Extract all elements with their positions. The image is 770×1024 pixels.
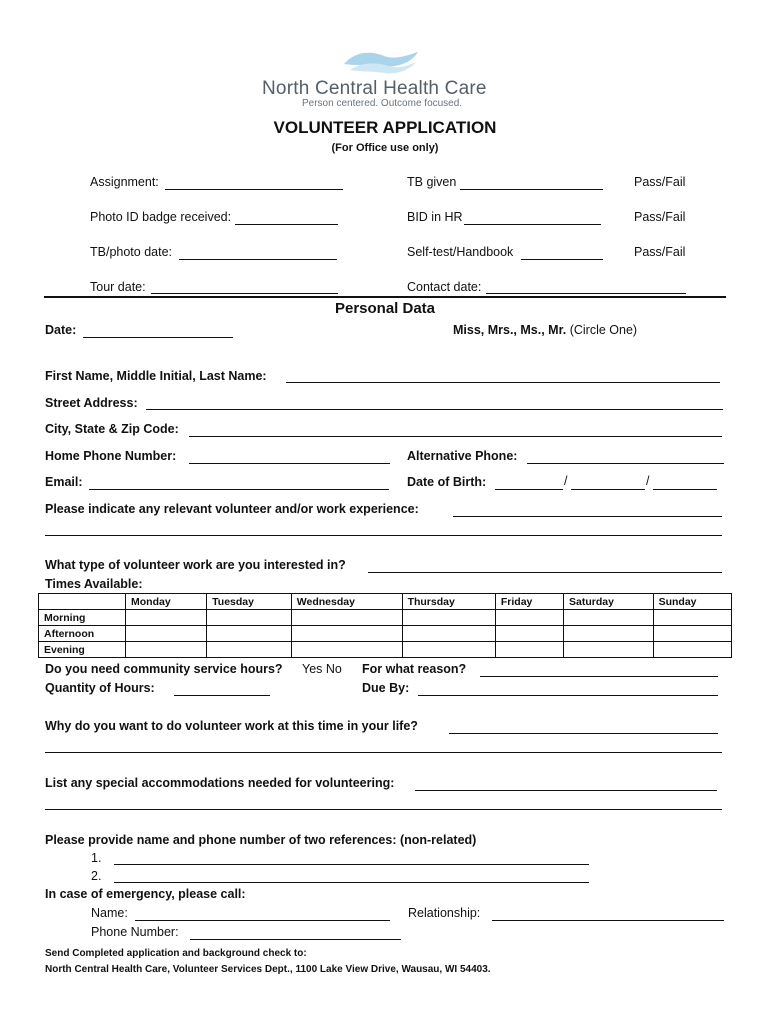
accommodations-label: List any special accommodations needed for volunteering:	[45, 776, 395, 790]
alt-phone-field[interactable]	[527, 463, 724, 464]
city-label: City, State & Zip Code:	[45, 422, 179, 436]
form-subtitle: (For Office use only)	[331, 142, 439, 154]
table-corner-cell	[39, 594, 126, 610]
dob-label: Date of Birth:	[407, 475, 487, 489]
availability-cell[interactable]	[291, 642, 402, 658]
bid-hr-field[interactable]	[464, 224, 601, 225]
community-service-label: Do you need community service hours?	[45, 662, 283, 676]
salutation-note: (Circle One)	[569, 323, 638, 337]
references-label: Please provide name and phone number of two references: (non-related)	[45, 833, 477, 847]
email-label: Email:	[45, 475, 83, 489]
city-field[interactable]	[189, 436, 722, 437]
table-row	[39, 626, 732, 642]
dob-year-field[interactable]	[653, 489, 717, 490]
day-header: Saturday	[563, 594, 653, 610]
footer-address: North Central Health Care, Volunteer Services Dept., 1100 Lake View Drive, Wausau, WI 54403.	[45, 964, 491, 975]
availability-cell[interactable]	[402, 610, 495, 626]
availability-cell[interactable]	[126, 642, 207, 658]
salutation-options: Miss, Mrs., Ms., Mr.	[453, 323, 567, 337]
availability-cell[interactable]	[495, 610, 563, 626]
why-label: Why do you want to do volunteer work at this time in your life?	[45, 719, 418, 733]
reason-label: For what reason?	[362, 662, 467, 676]
assignment-field[interactable]	[165, 189, 343, 190]
times-available-label: Times Available:	[45, 577, 143, 591]
bid-hr-label: BID in HR	[407, 210, 463, 224]
salutation[interactable]	[453, 323, 637, 337]
day-header: Friday	[495, 594, 563, 610]
street-label: Street Address:	[45, 396, 138, 410]
alt-phone-label: Alternative Phone:	[407, 449, 518, 463]
emergency-name-field[interactable]	[135, 920, 390, 921]
availability-table	[38, 593, 732, 658]
tb-photo-date-label: TB/photo date:	[90, 245, 173, 259]
experience-field-1[interactable]	[453, 516, 722, 517]
availability-cell[interactable]	[653, 610, 731, 626]
work-type-field[interactable]	[368, 572, 722, 573]
tb-given-field[interactable]	[460, 189, 603, 190]
emergency-phone-field[interactable]	[190, 939, 401, 940]
availability-cell[interactable]	[495, 642, 563, 658]
contact-date-label: Contact date:	[407, 280, 482, 294]
availability-cell[interactable]	[402, 642, 495, 658]
pass-fail-3[interactable]: Pass/Fail	[634, 245, 686, 259]
full-name-field[interactable]	[286, 382, 720, 383]
email-field[interactable]	[89, 489, 389, 490]
logo-tagline: Person centered. Outcome focused.	[302, 98, 463, 109]
tour-date-label: Tour date:	[90, 280, 146, 294]
contact-date-field[interactable]	[486, 293, 686, 294]
table-row	[39, 642, 732, 658]
tour-date-field[interactable]	[151, 293, 338, 294]
dob-separator-1: /	[564, 474, 568, 488]
availability-cell[interactable]	[563, 626, 653, 642]
emergency-phone-label: Phone Number:	[91, 925, 179, 939]
form-title: VOLUNTEER APPLICATION	[273, 118, 497, 137]
home-phone-label: Home Phone Number:	[45, 449, 177, 463]
availability-cell[interactable]	[653, 626, 731, 642]
emergency-label: In case of emergency, please call:	[45, 887, 246, 901]
day-header: Thursday	[402, 594, 495, 610]
assignment-label: Assignment:	[90, 175, 159, 189]
pass-fail-1[interactable]: Pass/Fail	[634, 175, 686, 189]
table-row	[39, 610, 732, 626]
availability-cell[interactable]	[207, 642, 292, 658]
relationship-label: Relationship:	[408, 906, 481, 920]
tb-given-label: TB given	[407, 175, 457, 189]
availability-cell[interactable]	[207, 610, 292, 626]
quantity-label: Quantity of Hours:	[45, 681, 155, 695]
photo-id-field[interactable]	[235, 224, 338, 225]
experience-field-2[interactable]	[45, 535, 722, 536]
day-header: Wednesday	[291, 594, 402, 610]
availability-cell[interactable]	[402, 626, 495, 642]
experience-label: Please indicate any relevant volunteer and/or work experience:	[45, 502, 419, 516]
due-by-label: Due By:	[362, 681, 410, 695]
street-field[interactable]	[146, 409, 723, 410]
why-field-2[interactable]	[45, 752, 722, 753]
availability-cell[interactable]	[291, 610, 402, 626]
home-phone-field[interactable]	[189, 463, 390, 464]
photo-id-label: Photo ID badge received:	[90, 210, 232, 224]
period-label: Evening	[39, 642, 126, 658]
dob-separator-2: /	[646, 474, 650, 488]
full-name-label: First Name, Middle Initial, Last Name:	[45, 369, 267, 383]
work-type-label: What type of volunteer work are you interested in?	[45, 558, 346, 572]
due-by-field[interactable]	[418, 695, 718, 696]
date-label: Date:	[45, 323, 77, 337]
availability-cell[interactable]	[653, 642, 731, 658]
dob-month-field[interactable]	[495, 489, 563, 490]
dob-day-field[interactable]	[571, 489, 645, 490]
logo-name: North Central Health Care	[262, 78, 487, 99]
availability-cell[interactable]	[126, 626, 207, 642]
reason-field[interactable]	[480, 676, 718, 677]
yes-no-options[interactable]: Yes No	[302, 662, 342, 676]
pass-fail-2[interactable]: Pass/Fail	[634, 210, 686, 224]
reference-number-2: 2.	[91, 869, 102, 883]
reference-field-1[interactable]	[114, 864, 589, 865]
availability-cell[interactable]	[563, 610, 653, 626]
self-test-field[interactable]	[521, 259, 603, 260]
footer-instruction: Send Completed application and background check to:	[45, 948, 307, 959]
quantity-field[interactable]	[174, 695, 270, 696]
accommodations-field-1[interactable]	[415, 790, 717, 791]
reference-field-2[interactable]	[114, 882, 589, 883]
self-test-label: Self-test/Handbook	[407, 245, 514, 259]
wave-logo-icon	[340, 48, 422, 78]
relationship-field[interactable]	[492, 920, 724, 921]
why-field-1[interactable]	[449, 733, 718, 734]
day-header: Sunday	[653, 594, 731, 610]
accommodations-field-2[interactable]	[45, 809, 722, 810]
emergency-name-label: Name:	[91, 906, 128, 920]
availability-cell[interactable]	[126, 610, 207, 626]
day-header: Tuesday	[207, 594, 292, 610]
personal-data-heading: Personal Data	[334, 300, 436, 317]
availability-cell[interactable]	[207, 626, 292, 642]
date-field[interactable]	[83, 337, 233, 338]
section-divider	[44, 296, 726, 298]
reference-number-1: 1.	[91, 851, 102, 865]
day-header: Monday	[126, 594, 207, 610]
availability-cell[interactable]	[563, 642, 653, 658]
period-label: Morning	[39, 610, 126, 626]
availability-cell[interactable]	[291, 626, 402, 642]
period-label: Afternoon	[39, 626, 126, 642]
tb-photo-date-field[interactable]	[179, 259, 337, 260]
availability-cell[interactable]	[495, 626, 563, 642]
table-header-row	[39, 594, 732, 610]
